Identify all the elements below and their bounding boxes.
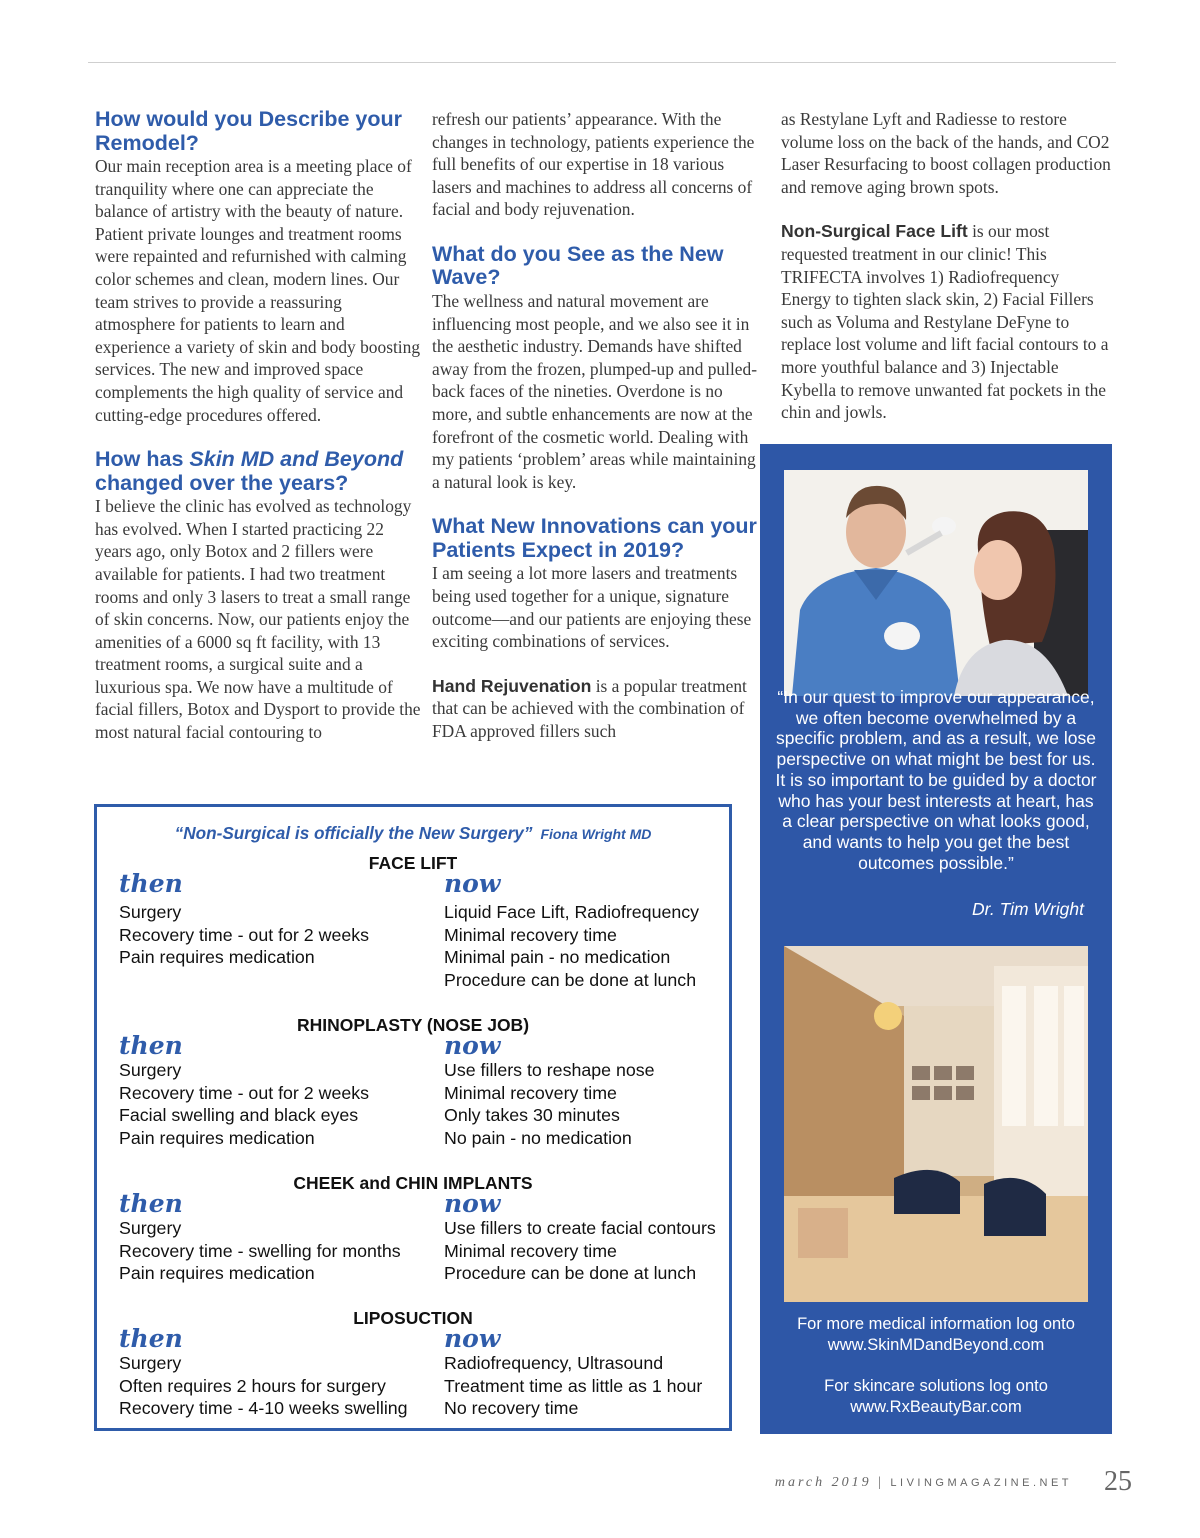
- paragraph-changed: I believe the clinic has evolved as technology has evolved. When I started practicing 22 years ago, only Botox and 2 fillers were available for patients. I had two treatment rooms and only 3 lasers to treat a small range of skin concerns. Now, our patients enjoy the amenities of a 6000 sq ft facility, with 13 treatment rooms, a surgical suite and a luxurious spa. We now have a multitude of facial fillers, Botox and Dysport to provide the most natural facial contouring to: [95, 496, 421, 743]
- paragraph-restylane: as Restylane Lyft and Radiesse to restore volume loss on the back of the hands, and CO2 Laser Resurfacing to boost collagen production and remove aging brown spots.: [781, 109, 1111, 197]
- list-item: Procedure can be done at lunch: [444, 969, 697, 990]
- list-item: No pain - no medication: [444, 1127, 632, 1148]
- list-item: Only takes 30 minutes: [444, 1105, 620, 1126]
- list-item: Treatment time as little as 1 hour: [444, 1375, 703, 1396]
- list-item: Recovery time - swelling for months: [119, 1240, 401, 1261]
- then-list: [119, 901, 369, 969]
- section-cheek-chin: [97, 1173, 729, 1284]
- then-list: [119, 1217, 401, 1285]
- top-rule: [88, 62, 1116, 63]
- list-item: Often requires 2 hours for surgery: [119, 1375, 386, 1396]
- doctor-quote-attribution: Dr. Tim Wright: [972, 899, 1084, 919]
- paragraph-innovations: I am seeing a lot more lasers and treatments being used together for a unique, signature outcome—and our patients are enjoying these exciting combinations of services.: [432, 563, 752, 652]
- list-item: Surgery: [119, 1218, 182, 1238]
- now-list: [444, 1352, 702, 1420]
- list-item: Minimal recovery time: [444, 924, 617, 945]
- section-title: FACE LIFT: [368, 853, 458, 873]
- list-item: Recovery time - out for 2 weeks: [119, 924, 370, 945]
- magazine-site: LIVINGMAGAZINE.NET: [890, 1477, 1072, 1489]
- now-list: [444, 1059, 655, 1149]
- then-now-comparison-box: [94, 804, 732, 1431]
- doctor-quote: “In our quest to improve our appearance, we often become overwhelmed by a specific problem, and as a result, we lose perspective on what might be best for us. It is so important to be guided by a doctor who has your best interests at heart, has a clear perspective on what looks good, and wants to help you get the best outcomes possible.”: [775, 687, 1097, 873]
- section-title: RHINOPLASTY (NOSE JOB): [296, 1015, 530, 1035]
- list-item: Liquid Face Lift, Radiofrequency: [444, 902, 700, 922]
- list-item: Recovery time - 4-10 weeks swelling: [119, 1398, 408, 1419]
- footer-separator: |: [878, 1475, 884, 1490]
- list-item: Pain requires medication: [119, 1263, 315, 1284]
- list-item: Pain requires medication: [119, 947, 315, 968]
- face-lift-lead: Non-Surgical Face Lift: [781, 221, 968, 242]
- section-title: LIPOSUCTION: [353, 1308, 473, 1328]
- then-label: then: [119, 869, 183, 898]
- section-liposuction: [97, 1308, 729, 1419]
- then-label: then: [119, 1324, 183, 1353]
- list-item: Minimal recovery time: [444, 1240, 617, 1261]
- list-item: Minimal pain - no medication: [444, 947, 671, 968]
- heading-innovations: What New Innovations can your Patients Expect in 2019?: [432, 514, 757, 562]
- now-label: now: [444, 869, 501, 898]
- now-label: now: [444, 1031, 501, 1060]
- paragraph-hand-rejuvenation: Hand Rejuvenation is a popular treatment that can be achieved with the combination of FDA approved fillers such: [432, 675, 747, 741]
- paragraph-new-wave: The wellness and natural movement are influencing most people, and we also see it in the aesthetic industry. Demands have shifted away from the frozen, plumped-up and pulled-back faces of the nineties. Overdone is no more, and subtle enhancements are now at the forefront of the cosmetic world. Dealing with my patients ‘problem’ areas while maintaining a natural look is key.: [432, 290, 757, 492]
- then-label: then: [119, 1031, 183, 1060]
- box-quote-attribution: Fiona Wright MD: [540, 826, 652, 842]
- article-column-1: [95, 108, 421, 744]
- list-item: Procedure can be done at lunch: [444, 1263, 697, 1284]
- list-item: Facial swelling and black eyes: [119, 1105, 359, 1126]
- rxbeautybar-link[interactable]: www.RxBeautyBar.com: [850, 1397, 1022, 1416]
- section-rhinoplasty: [97, 1015, 729, 1148]
- skinmd-link[interactable]: www.SkinMDandBeyond.com: [827, 1335, 1045, 1354]
- list-item: Use fillers to reshape nose: [444, 1060, 655, 1080]
- list-item: Pain requires medication: [119, 1127, 315, 1148]
- paragraph-remodel: Our main reception area is a meeting place of tranquility where one can appreciate the balance of artistry with the beauty of nature. Patient private lounges and treatment rooms were repainted and refurnished with calming color schemes and clean, modern lines. Our team strives to provide a reassuring atmosphere for patients to learn and experience a variety of skin and body boosting services. The new and improved space complements the high quality of service and cutting-edge procedures offered.: [95, 156, 421, 425]
- then-list: [119, 1352, 408, 1420]
- heading-remodel: How would you Describe your Remodel?: [95, 107, 403, 155]
- now-list: [444, 901, 699, 991]
- link2-text: For skincare solutions log onto: [824, 1377, 1048, 1396]
- hand-rejuvenation-lead: Hand Rejuvenation: [432, 675, 592, 696]
- paragraph-refresh: refresh our patients’ appearance. With the changes in technology, patients experience the full benefits of our expertise in 18 various lasers and machines to address all concerns of facial and body rejuvenation.: [432, 109, 755, 220]
- sidebar-panel: [760, 444, 1112, 1434]
- issue-date: march 2019: [774, 1475, 872, 1490]
- doctor-patient-photo: [784, 470, 1088, 696]
- list-item: Recovery time - out for 2 weeks: [119, 1082, 370, 1103]
- list-item: Surgery: [119, 1060, 182, 1080]
- link1-text: For more medical information log onto: [797, 1315, 1075, 1333]
- list-item: Radiofrequency, Ultrasound: [444, 1353, 664, 1373]
- article-column-3: [781, 108, 1111, 424]
- page-number: 25: [1104, 1466, 1132, 1497]
- page-footer: [775, 1475, 1072, 1491]
- now-label: now: [444, 1189, 501, 1218]
- section-face-lift: [97, 853, 729, 990]
- list-item: Surgery: [119, 902, 182, 922]
- heading-changed: How has Skin MD and Beyond changed over the years?: [95, 447, 404, 495]
- list-item: Surgery: [119, 1353, 182, 1373]
- section-title: CHEEK and CHIN IMPLANTS: [293, 1173, 533, 1193]
- article-column-2: [432, 108, 758, 742]
- info-links: [760, 1314, 1112, 1417]
- clinic-interior-photo: [784, 946, 1088, 1302]
- now-label: now: [444, 1324, 501, 1353]
- heading-new-wave: What do you See as the New Wave?: [432, 241, 724, 290]
- paragraph-face-lift: Non-Surgical Face Lift is our most requested treatment in our clinic! This TRIFECTA involves 1) Radiofrequency Energy to tighten slack skin, 2) Facial Fillers such as Voluma and Restylane DeFyne to replace lost volume and lift facial contours to a more youthful balance and 3) Injectable Kybella to remove unwanted fat pockets in the chin and jowls.: [781, 221, 1109, 423]
- clinic-name: Skin MD and Beyond: [189, 447, 404, 472]
- now-list: [444, 1217, 716, 1285]
- list-item: Minimal recovery time: [444, 1082, 617, 1103]
- list-item: Use fillers to create facial contours: [444, 1218, 716, 1238]
- list-item: No recovery time: [444, 1398, 579, 1419]
- then-label: then: [119, 1189, 183, 1218]
- then-list: [119, 1059, 369, 1149]
- box-quote: “Non-Surgical is officially the New Surgery” Fiona Wright MD: [174, 823, 652, 843]
